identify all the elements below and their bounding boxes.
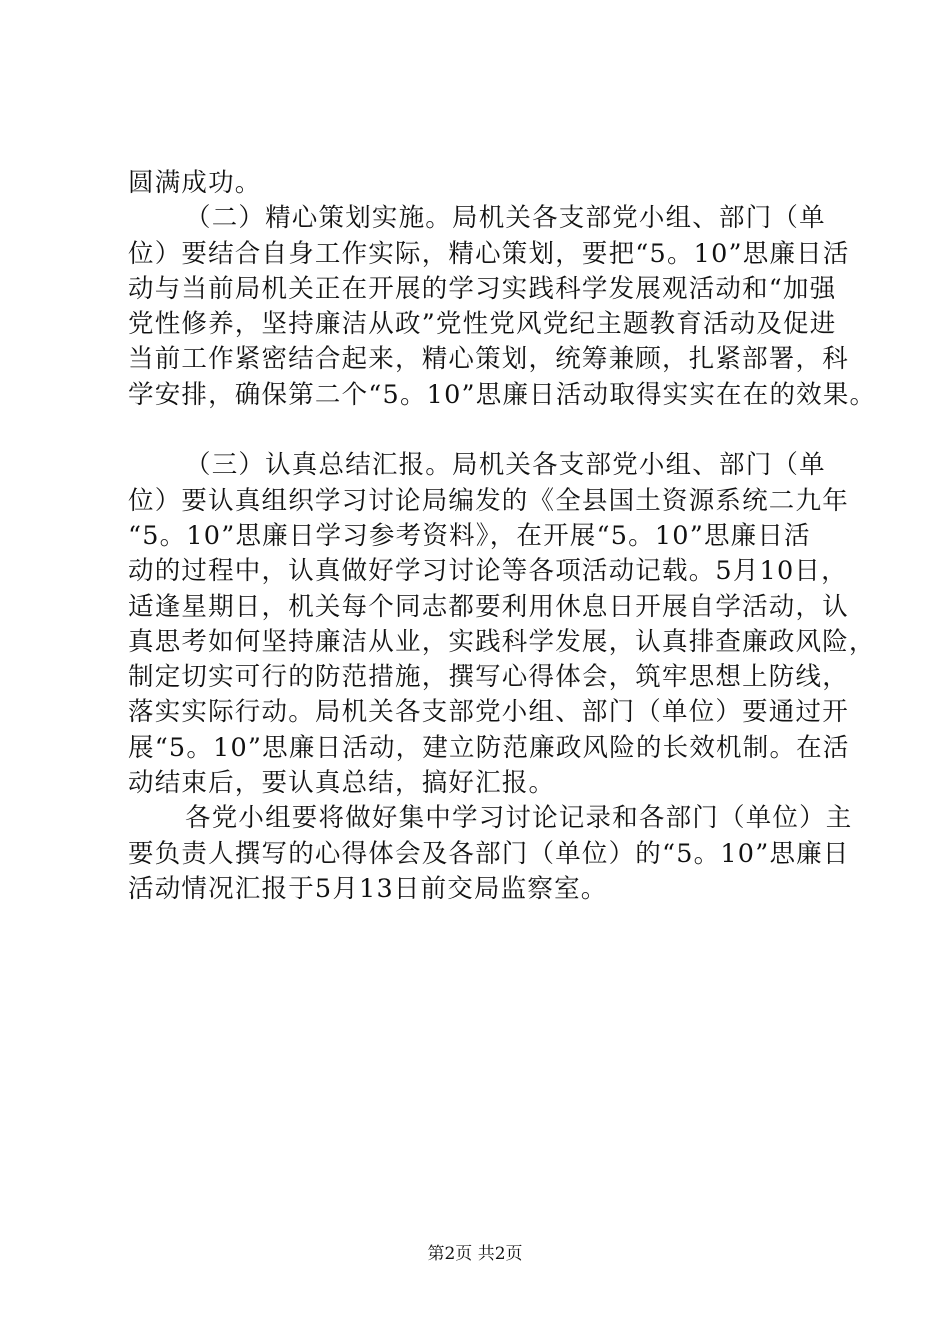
text-line: 要负责人撰写的心得体会及各部门（单位）的“5。10”思廉日 [128, 838, 850, 869]
document-body [128, 166, 877, 907]
text-line: 动与当前局机关正在开展的学习实践科学发展观活动和“加强 [128, 273, 837, 304]
page-number-footer: 第2页 共2页 [427, 1244, 523, 1264]
text-line: 动结束后，要认真总结，搞好汇报。 [128, 768, 556, 799]
section-3-heading-line: （三）认真总结汇报。局机关各支部党小组、部门（单 [185, 450, 826, 481]
section-2-heading-line: （二）精心策划实施。局机关各支部党小组、部门（单 [185, 203, 826, 234]
text-line: 展“5。10”思廉日活动，建立防范廉政风险的长效机制。在活 [128, 732, 850, 763]
text-line: 位）要认真组织学习讨论局编发的《全县国土资源系统二九年 [128, 485, 849, 516]
text-line: 落实实际行动。局机关各支部党小组、部门（单位）要通过开 [128, 697, 849, 728]
text-line: 圆满成功。 [128, 168, 262, 198]
text-line: 制定切实可行的防范措施，撰写心得体会，筑牢思想上防线， [128, 662, 849, 693]
text-line: 学安排，确保第二个“5。10”思廉日活动取得实实在在的效果。 [128, 379, 877, 410]
text-line: 当前工作紧密结合起来，精心策划，统筹兼顾，扎紧部署，科 [128, 344, 849, 375]
text-line: 真思考如何坚持廉洁从业，实践科学发展，认真排查廉政风险， [128, 626, 876, 657]
text-line: 适逢星期日，机关每个同志都要利用休息日开展自学活动，认 [128, 591, 849, 622]
text-line: 动的过程中，认真做好学习讨论等各项活动记载。5月10日， [128, 556, 848, 587]
text-line: 党性修养，坚持廉洁从政”党性党风党纪主题教育活动及促进 [128, 309, 837, 340]
text-line: 位）要结合自身工作实际，精心策划，要把“5。10”思廉日活 [128, 238, 850, 269]
paragraph-gap [128, 413, 828, 448]
closing-paragraph-line: 各党小组要将做好集中学习讨论记录和各部门（单位）主 [185, 803, 853, 834]
text-line: 活动情况汇报于5月13日前交局监察室。 [128, 873, 608, 904]
text-line: “5。10”思廉日学习参考资料》，在开展“5。10”思廉日活 [128, 520, 811, 551]
